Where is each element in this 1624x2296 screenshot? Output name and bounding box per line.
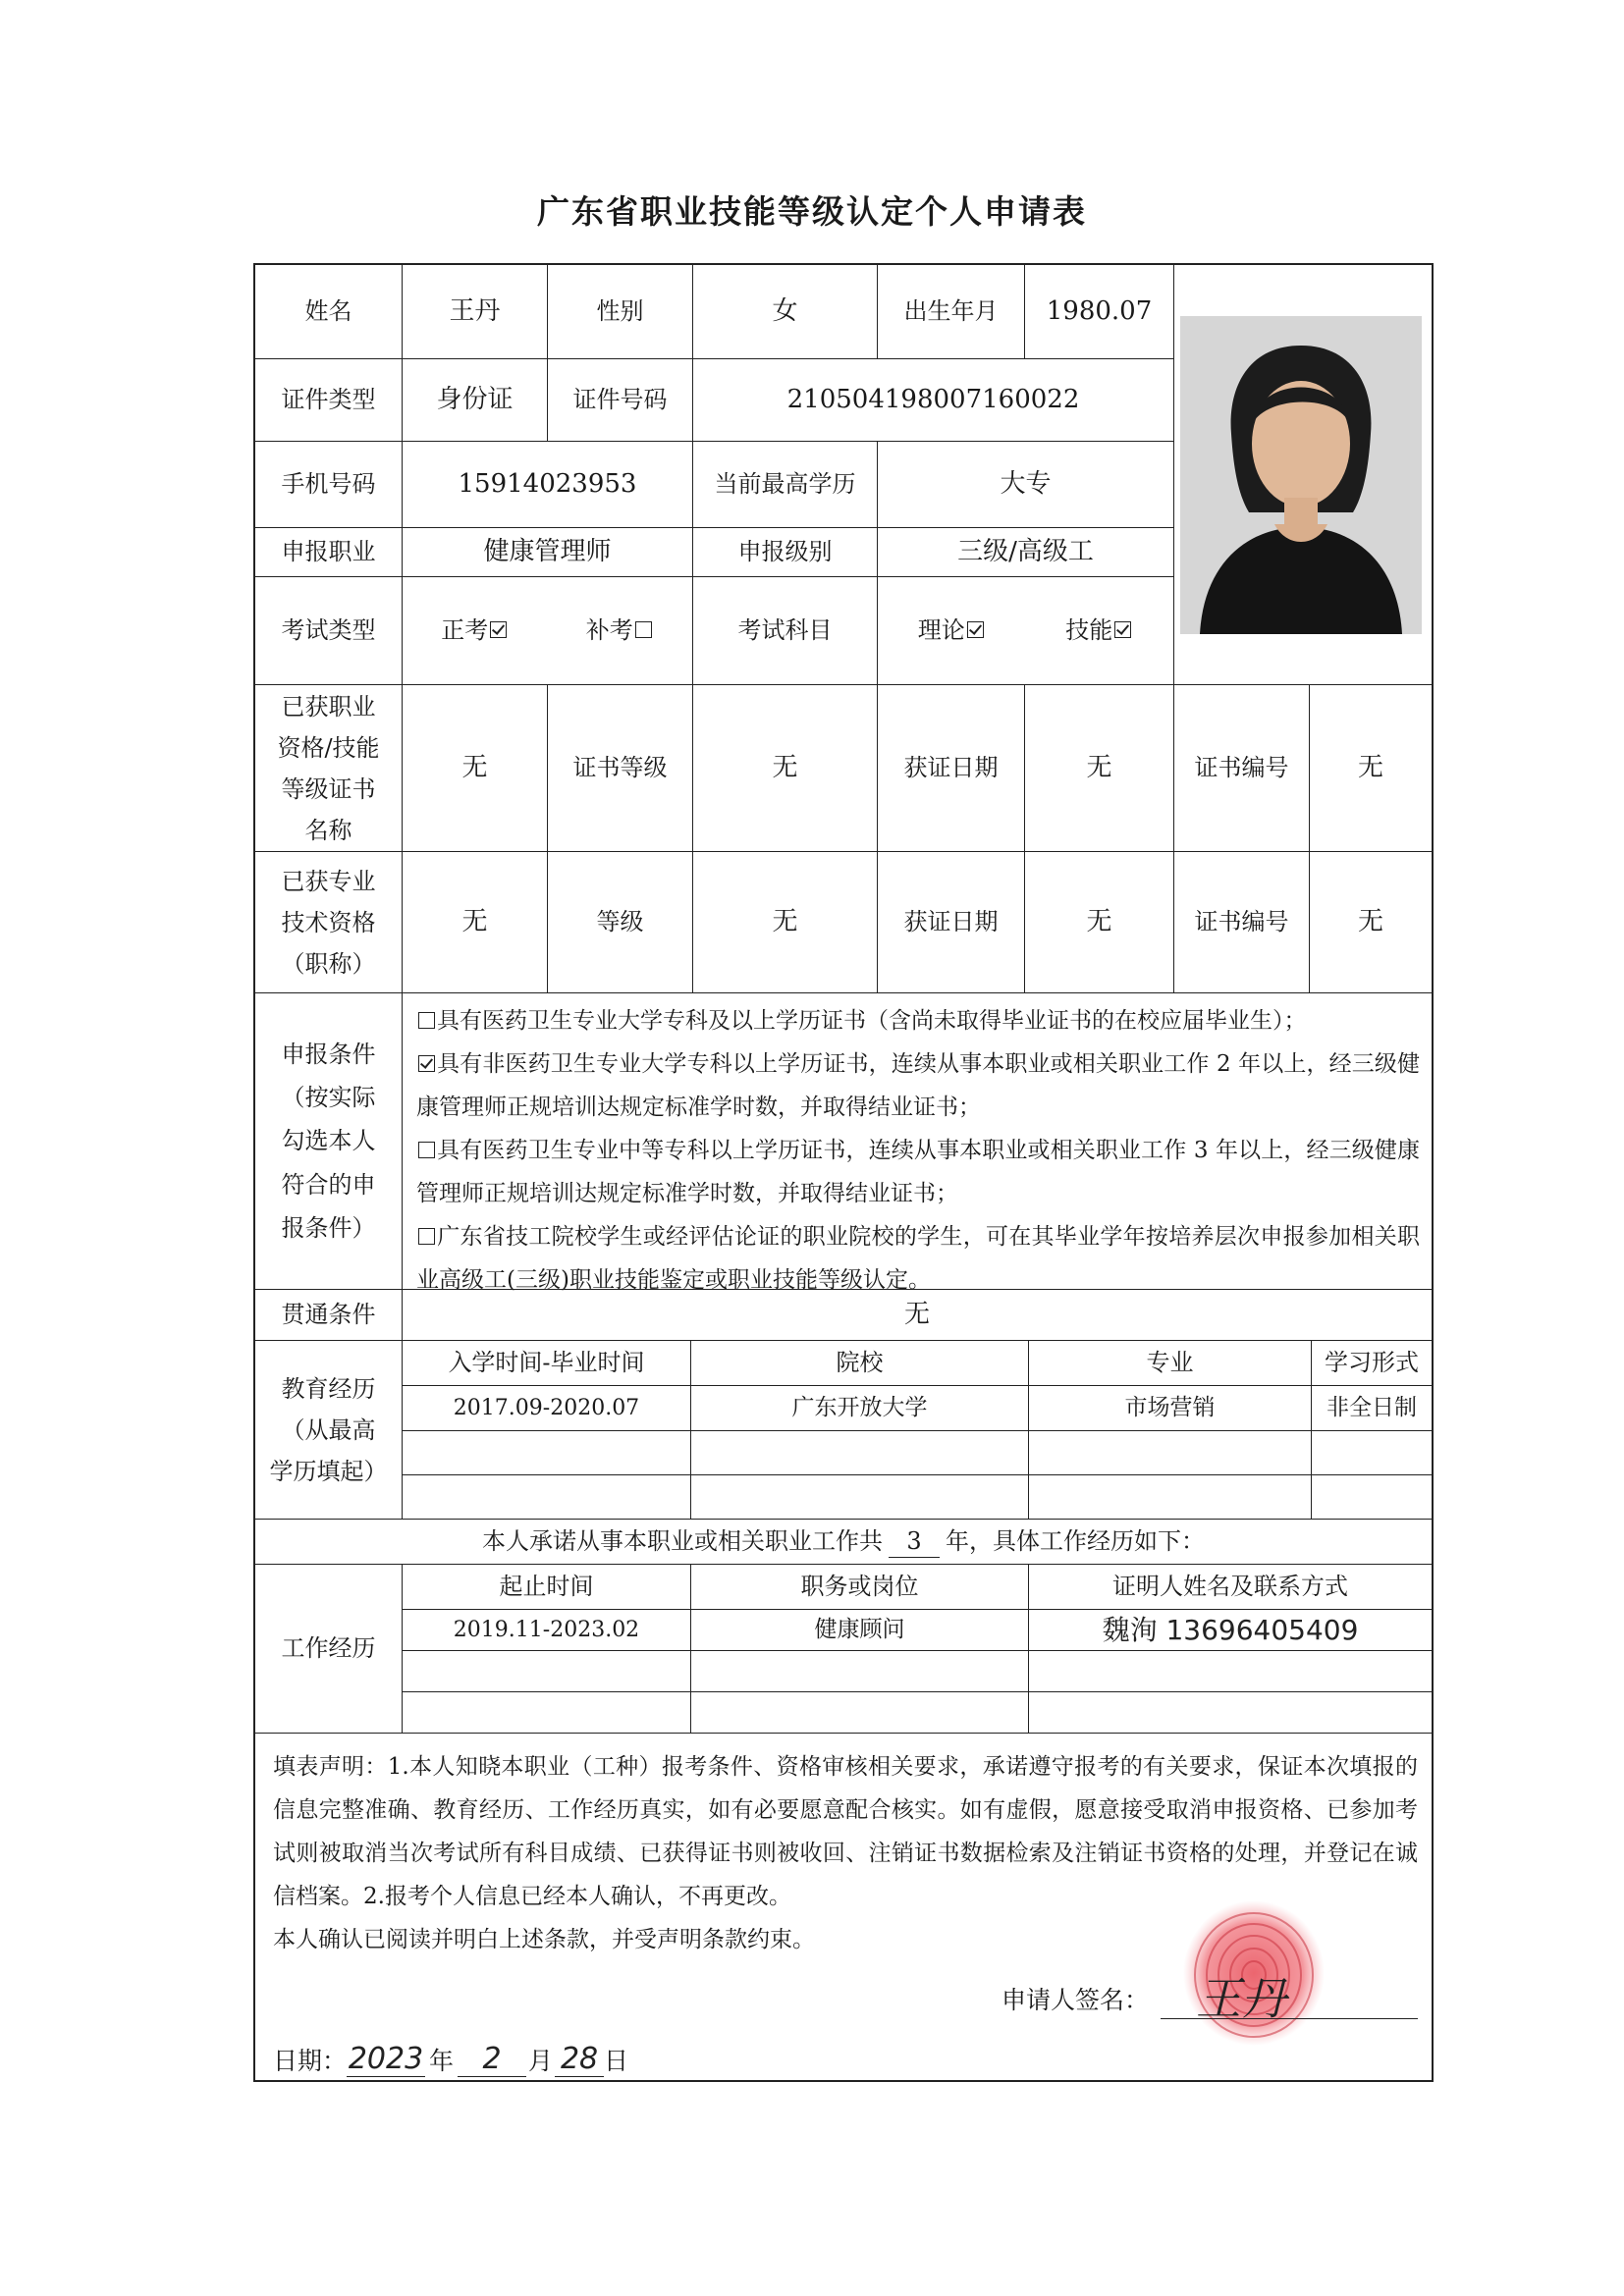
name-value[interactable]: 王丹 xyxy=(403,265,548,359)
education-empty-cell[interactable] xyxy=(1312,1475,1432,1520)
birth-value[interactable]: 1980.07 xyxy=(1025,265,1174,359)
title-cert-label-line: 技术资格 xyxy=(281,908,376,936)
exam-makeup-checkbox[interactable] xyxy=(635,621,652,638)
education-header-school: 院校 xyxy=(691,1341,1029,1386)
condition-text: 具有医药卫生专业中等专科以上学历证书，连续从事本职业或相关职业工作 3 年以上，经三级健康管理师正规培训达规定标准学时数，并取得结业证书； xyxy=(416,1138,1420,1206)
signature-label: 申请人签名： xyxy=(1001,1986,1150,2014)
condition-checkbox[interactable] xyxy=(418,1142,435,1158)
work-empty-cell[interactable] xyxy=(403,1692,691,1734)
education-empty-cell[interactable] xyxy=(691,1475,1029,1520)
title-cert-date-label: 获证日期 xyxy=(878,852,1025,993)
cert-date-label: 获证日期 xyxy=(878,685,1025,852)
work-empty-cell[interactable] xyxy=(1029,1651,1432,1692)
date-day[interactable]: 28 xyxy=(555,2042,604,2077)
work-years-value[interactable]: 3 xyxy=(889,1525,940,1558)
exam-subject-label: 考试科目 xyxy=(693,577,878,685)
title-cert-name-value[interactable]: 无 xyxy=(403,852,548,993)
date-field xyxy=(273,2042,628,2077)
date-year-unit: 年 xyxy=(429,2047,455,2075)
applicant-signature[interactable]: 王丹 xyxy=(1196,1972,1286,2025)
work-header-period: 起止时间 xyxy=(403,1565,691,1610)
education-label-line: 学历填起） xyxy=(269,1457,388,1485)
title-cert-label-line: 已获专业 xyxy=(281,867,376,895)
work-commit xyxy=(255,1520,1432,1565)
date-label: 日期： xyxy=(273,2047,348,2075)
work-empty-cell[interactable] xyxy=(1029,1692,1432,1734)
condition-item[interactable] xyxy=(416,999,1420,1042)
work-label: 工作经历 xyxy=(255,1565,403,1734)
exam-theory-checkbox[interactable] xyxy=(967,621,984,638)
conditions-label-line: 报条件） xyxy=(281,1214,376,1243)
conditions-label-line: （按实际 xyxy=(281,1083,376,1111)
work-row-witness[interactable]: 魏洵 13696405409 xyxy=(1029,1610,1432,1651)
title-cert-grade-value[interactable]: 无 xyxy=(693,852,878,993)
exam-regular-checkbox[interactable] xyxy=(490,621,507,638)
cert-no-value[interactable]: 无 xyxy=(1310,685,1432,852)
edu-label: 当前最高学历 xyxy=(693,442,878,528)
education-header-major: 专业 xyxy=(1029,1341,1312,1386)
education-empty-cell[interactable] xyxy=(1029,1475,1312,1520)
level-value[interactable]: 三级/高级工 xyxy=(878,528,1174,577)
cert-label-line: 等级证书 xyxy=(281,774,376,803)
work-empty-cell[interactable] xyxy=(403,1651,691,1692)
work-commit-prefix: 本人承诺从事本职业或相关职业工作共 xyxy=(482,1527,883,1556)
condition-item[interactable] xyxy=(416,1215,1420,1302)
exam-theory-option[interactable] xyxy=(918,614,986,646)
exam-type-options xyxy=(403,577,693,685)
person-icon xyxy=(1180,316,1422,634)
education-row-mode[interactable]: 非全日制 xyxy=(1312,1386,1432,1431)
conditions-label-line: 符合的申 xyxy=(281,1170,376,1199)
education-empty-cell[interactable] xyxy=(1312,1431,1432,1475)
exam-theory-label: 理论 xyxy=(917,616,965,645)
conditions-label xyxy=(255,993,403,1290)
conditions-label-line: 申报条件 xyxy=(281,1040,376,1068)
declaration-text: 填表声明：1.本人知晓本职业（工种）报考条件、资格审核相关要求，承诺遵守报考的有关要求，保证本次填报的信息完整准确、教育经历、工作经历真实，如有必要愿意配合核实。如有虚假，愿意接受取消申报资格、已参加考试则被取消当次考试所有科目成绩、已获得证书则被收回、注销证书数据检索及注销证书资格的处理，并登记在诚信档案。2.报考个人信息已经本人确认，不再更改。 xyxy=(273,1754,1418,1909)
exam-skill-option[interactable] xyxy=(1065,614,1133,646)
name-label: 姓名 xyxy=(255,265,403,359)
education-empty-cell[interactable] xyxy=(691,1431,1029,1475)
condition-item[interactable] xyxy=(416,1042,1420,1129)
education-row-major[interactable]: 市场营销 xyxy=(1029,1386,1312,1431)
work-header-position: 职务或岗位 xyxy=(691,1565,1029,1610)
date-year[interactable]: 2023 xyxy=(348,2042,424,2076)
title-cert-label xyxy=(255,852,403,993)
cert-grade-label: 证书等级 xyxy=(548,685,693,852)
declaration-confirm: 本人确认已阅读并明白上述条款，并受声明条款约束。 xyxy=(273,1927,815,1952)
conditions-label-line: 勾选本人 xyxy=(281,1127,376,1155)
cert-label xyxy=(255,685,403,852)
cert-label-line: 已获职业 xyxy=(281,692,376,721)
cert-date-value[interactable]: 无 xyxy=(1025,685,1174,852)
education-label-line: （从最高 xyxy=(281,1415,376,1444)
condition-text: 广东省技工院校学生或经评估论证的职业院校的学生，可在其毕业学年按培养层次申报参加相关职业高级工(三级)职业技能鉴定或职业技能等级认定。 xyxy=(416,1224,1420,1293)
through-value[interactable]: 无 xyxy=(403,1290,1432,1341)
occupation-value[interactable]: 健康管理师 xyxy=(403,528,693,577)
education-label xyxy=(255,1341,403,1520)
condition-checkbox[interactable] xyxy=(418,1055,435,1072)
gender-value[interactable]: 女 xyxy=(693,265,878,359)
through-label: 贯通条件 xyxy=(255,1290,403,1341)
title-cert-grade-label: 等级 xyxy=(548,852,693,993)
id-type-label: 证件类型 xyxy=(255,359,403,442)
conditions-list xyxy=(403,993,1434,1293)
education-label-line: 教育经历 xyxy=(281,1374,376,1403)
exam-skill-checkbox[interactable] xyxy=(1114,621,1131,638)
cert-label-line: 资格/技能 xyxy=(277,733,380,762)
work-row-position[interactable]: 健康顾问 xyxy=(691,1610,1029,1651)
condition-checkbox[interactable] xyxy=(418,1228,435,1245)
education-empty-cell[interactable] xyxy=(403,1475,691,1520)
title-cert-no-label: 证书编号 xyxy=(1174,852,1310,993)
level-label: 申报级别 xyxy=(693,528,878,577)
exam-makeup-label: 补考 xyxy=(585,616,633,645)
gender-label: 性别 xyxy=(548,265,693,359)
phone-value[interactable]: 15914023953 xyxy=(403,442,693,528)
education-row-period[interactable]: 2017.09-2020.07 xyxy=(403,1386,691,1431)
phone-label: 手机号码 xyxy=(255,442,403,528)
id-no-value[interactable]: 210504198007160022 xyxy=(693,359,1174,442)
date-day-unit: 日 xyxy=(604,2047,629,2075)
cert-name-value[interactable]: 无 xyxy=(403,685,548,852)
occupation-label: 申报职业 xyxy=(255,528,403,577)
condition-text: 具有非医药卫生专业大学专科以上学历证书，连续从事本职业或相关职业工作 2 年以上，经三级健康管理师正规培训达规定标准学时数，并取得结业证书； xyxy=(416,1051,1420,1120)
page-title: 广东省职业技能等级认定个人申请表 xyxy=(537,192,1087,231)
condition-text: 具有医药卫生专业大学专科及以上学历证书（含尚未取得毕业证书的在校应届毕业生）； xyxy=(437,1008,1307,1034)
application-form xyxy=(253,263,1434,2082)
applicant-photo xyxy=(1180,316,1422,634)
exam-regular-option[interactable] xyxy=(441,614,509,646)
date-month-unit: 月 xyxy=(528,2047,554,2075)
title-cert-date-value[interactable]: 无 xyxy=(1025,852,1174,993)
date-month[interactable]: 2 xyxy=(458,2042,526,2077)
condition-item[interactable] xyxy=(416,1129,1420,1215)
work-empty-cell[interactable] xyxy=(691,1692,1029,1734)
education-empty-cell[interactable] xyxy=(1029,1431,1312,1475)
work-row-period[interactable]: 2019.11-2023.02 xyxy=(403,1610,691,1651)
birth-label: 出生年月 xyxy=(878,265,1025,359)
title-cert-label-line: （职称） xyxy=(281,949,376,978)
exam-type-label: 考试类型 xyxy=(255,577,403,685)
exam-skill-label: 技能 xyxy=(1065,616,1113,645)
work-empty-cell[interactable] xyxy=(691,1651,1029,1692)
education-header-mode: 学习形式 xyxy=(1312,1341,1432,1386)
work-commit-suffix: 年，具体工作经历如下： xyxy=(946,1527,1205,1556)
cert-grade-value[interactable]: 无 xyxy=(693,685,878,852)
id-type-value[interactable]: 身份证 xyxy=(403,359,548,442)
condition-checkbox[interactable] xyxy=(418,1012,435,1029)
id-no-label: 证件号码 xyxy=(548,359,693,442)
exam-regular-label: 正考 xyxy=(441,616,489,645)
exam-makeup-option[interactable] xyxy=(586,614,654,646)
exam-subject-options xyxy=(878,577,1174,685)
education-row-school[interactable]: 广东开放大学 xyxy=(691,1386,1029,1431)
edu-value[interactable]: 大专 xyxy=(878,442,1174,528)
cert-label-line: 名称 xyxy=(304,816,352,844)
title-cert-no-value[interactable]: 无 xyxy=(1310,852,1432,993)
education-header-period: 入学时间-毕业时间 xyxy=(403,1341,691,1386)
work-header-witness: 证明人姓名及联系方式 xyxy=(1029,1565,1432,1610)
cert-no-label: 证书编号 xyxy=(1174,685,1310,852)
education-empty-cell[interactable] xyxy=(403,1431,691,1475)
